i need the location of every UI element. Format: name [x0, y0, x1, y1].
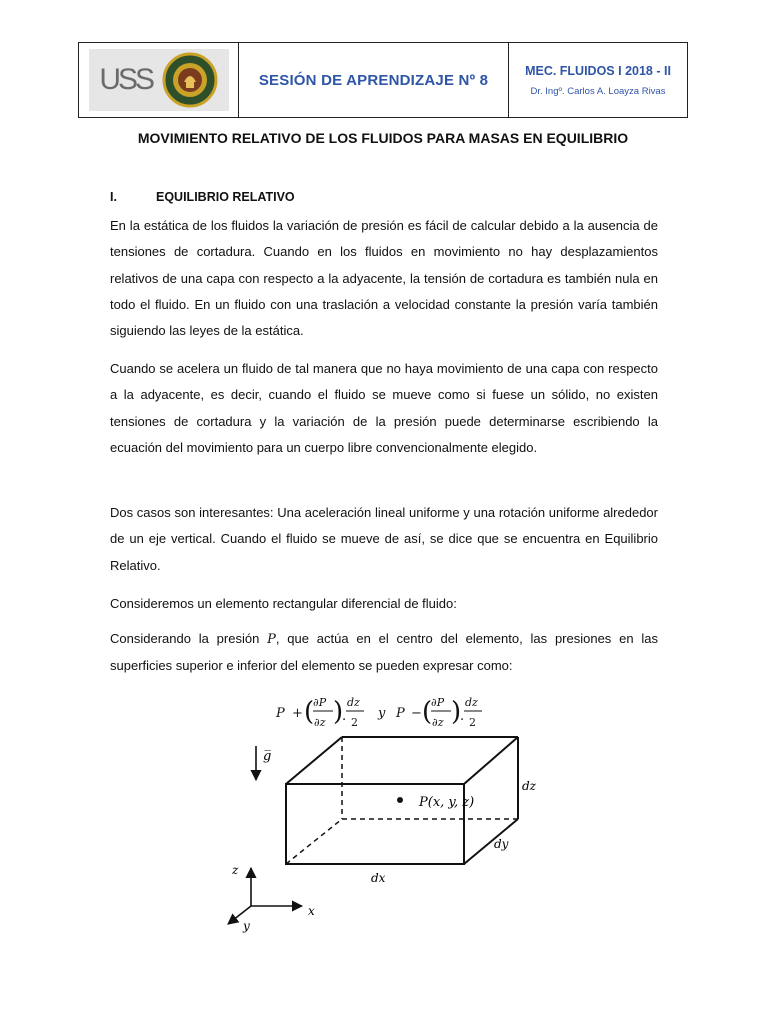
pressure-variable: P [267, 632, 276, 647]
eq-den-2-2: 2 [469, 716, 476, 729]
paragraph-1: En la estática de los fluidos la variación de presión es fácil de calcular debido a la ausencia de tensiones de cortadura. Cuando en los fluidos en movimiento no hay desplazamientos relativos de una capa con respecto a la adyacente, la tensión de cortadura es también nula en todo el fluido. En un fluido con una traslación a velocidad constante la presión varía también siguiendo las leyes de la estática. [110, 218, 658, 339]
document-title: MOVIMIENTO RELATIVO DE LOS FLUIDOS PARA MASAS EN EQUILIBRIO [137, 130, 629, 146]
eq-P-1: P [276, 706, 285, 721]
dy-label: dy [494, 837, 509, 851]
z-axis-label: z [232, 863, 239, 877]
x-axis-label: x [308, 904, 315, 918]
paragraph-2: Cuando se acelera un fluido de tal manera que no haya movimiento de una capa con respecto a la adyacente, es decir, cuando el fluido se mueve como si fuese un sólido, no existen tensiones de cortadura y la variación de la presión puede determinarse escribiendo la ecuación del movimiento para un cuerpo libre convencionalmente elegido. [110, 361, 658, 455]
center-point [397, 797, 403, 803]
course-title: MEC. FLUIDOS I 2018 - II [525, 63, 671, 78]
eq-minus: − [411, 706, 422, 721]
y-axis-label: y [243, 919, 250, 933]
university-seal-icon [162, 52, 218, 108]
section-heading [110, 190, 295, 204]
eq-plus: + [292, 706, 303, 721]
fluid-element-diagram [216, 734, 556, 944]
logo-box [89, 49, 229, 111]
eq-den-2-1: 2 [351, 716, 358, 729]
eq-paren-close-1: ) [333, 697, 344, 727]
eq-num-dz-2: dz [465, 696, 478, 709]
dx-label: dx [371, 871, 386, 885]
paragraph-5 [110, 626, 658, 680]
dz-label: dz [522, 779, 537, 793]
paragraph-5-start: Considerando la presión [110, 631, 268, 646]
session-title-cell [239, 43, 509, 117]
eq-paren-open-2: ( [422, 697, 433, 727]
box-top-left-edge [286, 737, 342, 784]
eq-P-2: P [396, 706, 405, 721]
eq-paren-open-1: ( [304, 697, 315, 727]
eq-den-dz-1: ∂z [314, 716, 326, 729]
pressure-equation [270, 690, 500, 734]
course-author: Dr. Ingº. Carlos A. Loayza Rivas [530, 85, 666, 97]
logo-cell [79, 43, 239, 117]
session-title: SESIÓN DE APRENDIZAJE Nº 8 [258, 71, 489, 89]
paragraph-5-end: , que actúa en el centro del elemento, las presiones en las superficies superior e inferior del elemento se pueden expresar como: [110, 631, 658, 674]
box-bottom-right-edge [464, 819, 518, 864]
course-cell [509, 43, 687, 117]
section-number: I. [110, 190, 117, 204]
paragraph-3: Dos casos son interesantes: Una aceleración lineal uniforme y una rotación uniforme alrededor de un eje vertical. Cuando el fluido se mueve de así, se dice que se encuentra en Equilibrio Relativo. [110, 505, 658, 573]
eq-dot-1: . [342, 709, 347, 724]
uss-logo: USS [99, 63, 153, 96]
header-table [78, 42, 688, 118]
paragraph-4: Consideremos un elemento rectangular diferencial de fluido: [110, 596, 457, 611]
eq-y: y [378, 706, 386, 721]
eq-num-dP-2: ∂P [431, 696, 445, 709]
eq-num-dP-1: ∂P [313, 696, 327, 709]
box-hidden-diagonal-edge [286, 819, 342, 864]
box-top-right-edge [464, 737, 518, 784]
eq-paren-close-2: ) [451, 697, 462, 727]
section-title: EQUILIBRIO RELATIVO [156, 190, 295, 204]
eq-dot-2: . [460, 709, 465, 724]
eq-num-dz-1: dz [347, 696, 360, 709]
gravity-label: g̅ [263, 749, 272, 764]
eq-den-dz-2: ∂z [432, 716, 444, 729]
center-point-label: P(x, y, z) [419, 795, 475, 810]
